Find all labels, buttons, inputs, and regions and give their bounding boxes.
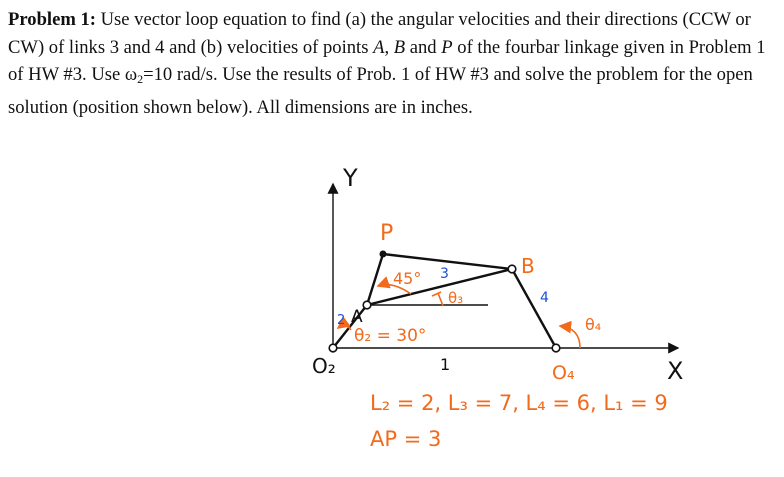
y-axis-label: Y xyxy=(343,164,358,192)
link-1-label: 1 xyxy=(440,355,451,374)
link-2-label: 2 xyxy=(337,313,346,328)
theta4-label: θ₄ xyxy=(585,315,602,334)
point-a-ref: A xyxy=(373,36,385,58)
joint-o2 xyxy=(329,344,337,352)
problem-text-4: of the fourbar linkage given in Problem 1 of HW #3. Use ω xyxy=(8,36,766,85)
coupler-ap xyxy=(367,254,383,305)
problem-text-3: and xyxy=(405,36,442,58)
theta2-label: θ₂ = 30° xyxy=(354,326,427,346)
point-p-ref: P xyxy=(441,36,453,58)
theta3-arrow xyxy=(438,293,443,306)
link-4-label: 4 xyxy=(540,290,549,306)
point-b-label: B xyxy=(521,254,535,278)
joint-o4 xyxy=(552,344,560,352)
x-axis-label: X xyxy=(667,357,684,385)
problem-text-5: =10 rad/s. Use the results of Prob. 1 of HW #3 and solve the problem for the open solution (position shown below). All dimensions are in inches. xyxy=(8,64,753,118)
problem-label: Problem 1: xyxy=(8,9,96,30)
link-4 xyxy=(512,269,556,348)
point-o2-label: O₂ xyxy=(312,354,336,378)
joint-a xyxy=(363,301,371,309)
point-o4-label: O₄ xyxy=(552,362,575,384)
link-3-label: 3 xyxy=(440,266,449,282)
link-lengths: L₂ = 2, L₃ = 7, L₄ = 6, L₁ = 9 xyxy=(370,391,668,415)
problem-text-2: , xyxy=(384,36,394,58)
omega-subscript: 2 xyxy=(137,72,144,86)
angle-45-label: 45° xyxy=(393,269,422,288)
theta4-arc xyxy=(560,326,580,348)
problem-text-1: Use vector loop equation to find (a) the angular velocities and their directions (CCW or CW) of links 3 and 4 and (b) velocities of points xyxy=(8,9,751,58)
point-b-ref: B xyxy=(393,36,406,58)
joint-b xyxy=(508,265,516,273)
point-a-label: A xyxy=(351,307,363,327)
joint-p xyxy=(380,251,387,258)
ap-length: AP = 3 xyxy=(370,427,442,451)
point-p-label: P xyxy=(380,221,394,246)
theta3-label: θ₃ xyxy=(448,289,464,307)
